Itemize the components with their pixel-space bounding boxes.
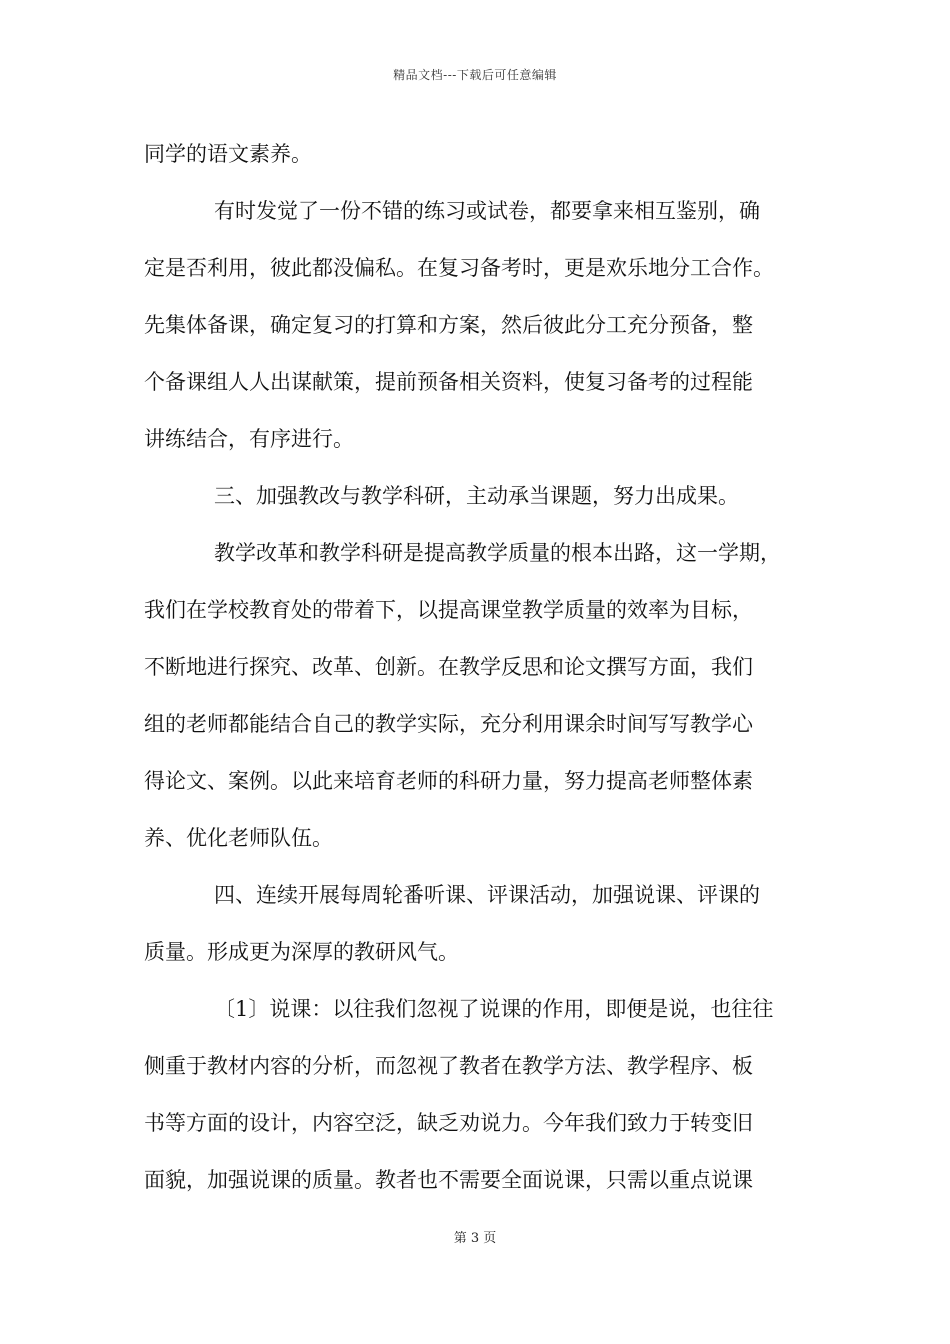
text-line: 组的老师都能结合自己的教学实际，充分利用课余时间写写教学心: [144, 712, 753, 736]
text-line: 面貌，加强说课的质量。教者也不需要全面说课，只需以重点说课: [144, 1168, 753, 1192]
text-line: 书等方面的设计，内容空泛，缺乏劝说力。今年我们致力于转变旧: [144, 1111, 753, 1135]
paragraph-start-line: 教学改革和教学科研是提高教学质量的根本出路，这一学期，: [214, 541, 781, 565]
text-line: 先集体备课，确定复习的打算和方案，然后彼此分工充分预备，整: [144, 313, 753, 337]
text-line: 我们在学校教育处的带着下，以提高课堂教学质量的效率为目标，: [144, 598, 753, 622]
document-body: [144, 126, 809, 1209]
paragraph-start-line: 〔1〕说课：以往我们忽视了说课的作用，即便是说，也往往: [214, 997, 774, 1021]
text-line: 养、优化老师队伍。: [144, 826, 333, 850]
text-line: 个备课组人人出谋献策，提前预备相关资料，使复习备考的过程能: [144, 370, 753, 394]
text-line: 定是否利用，彼此都没偏私。在复习备考时，更是欢乐地分工合作。: [144, 256, 774, 280]
paragraph-start-line: 有时发觉了一份不错的练习或试卷，都要拿来相互鉴别，确: [214, 199, 760, 223]
section-heading: 四、连续开展每周轮番听课、评课活动，加强说课、评课的: [214, 883, 760, 907]
text-line: 不断地进行探究、改革、创新。在教学反思和论文撰写方面，我们: [144, 655, 753, 679]
text-line: 得论文、案例。以此来培育老师的科研力量，努力提高老师整体素: [144, 769, 753, 793]
text-line: 质量。形成更为深厚的教研风气。: [144, 940, 459, 964]
text-line: 同学的语文素养。: [144, 142, 312, 166]
text-line: 讲练结合，有序进行。: [144, 427, 354, 451]
section-heading: 三、加强教改与教学科研，主动承当课题，努力出成果。: [214, 484, 739, 508]
page-header: 精品文档---下载后可任意编辑: [393, 68, 557, 82]
text-line: 侧重于教材内容的分析，而忽视了教者在教学方法、教学程序、板: [144, 1054, 753, 1078]
page-number: 第 3 页: [453, 1231, 497, 1246]
